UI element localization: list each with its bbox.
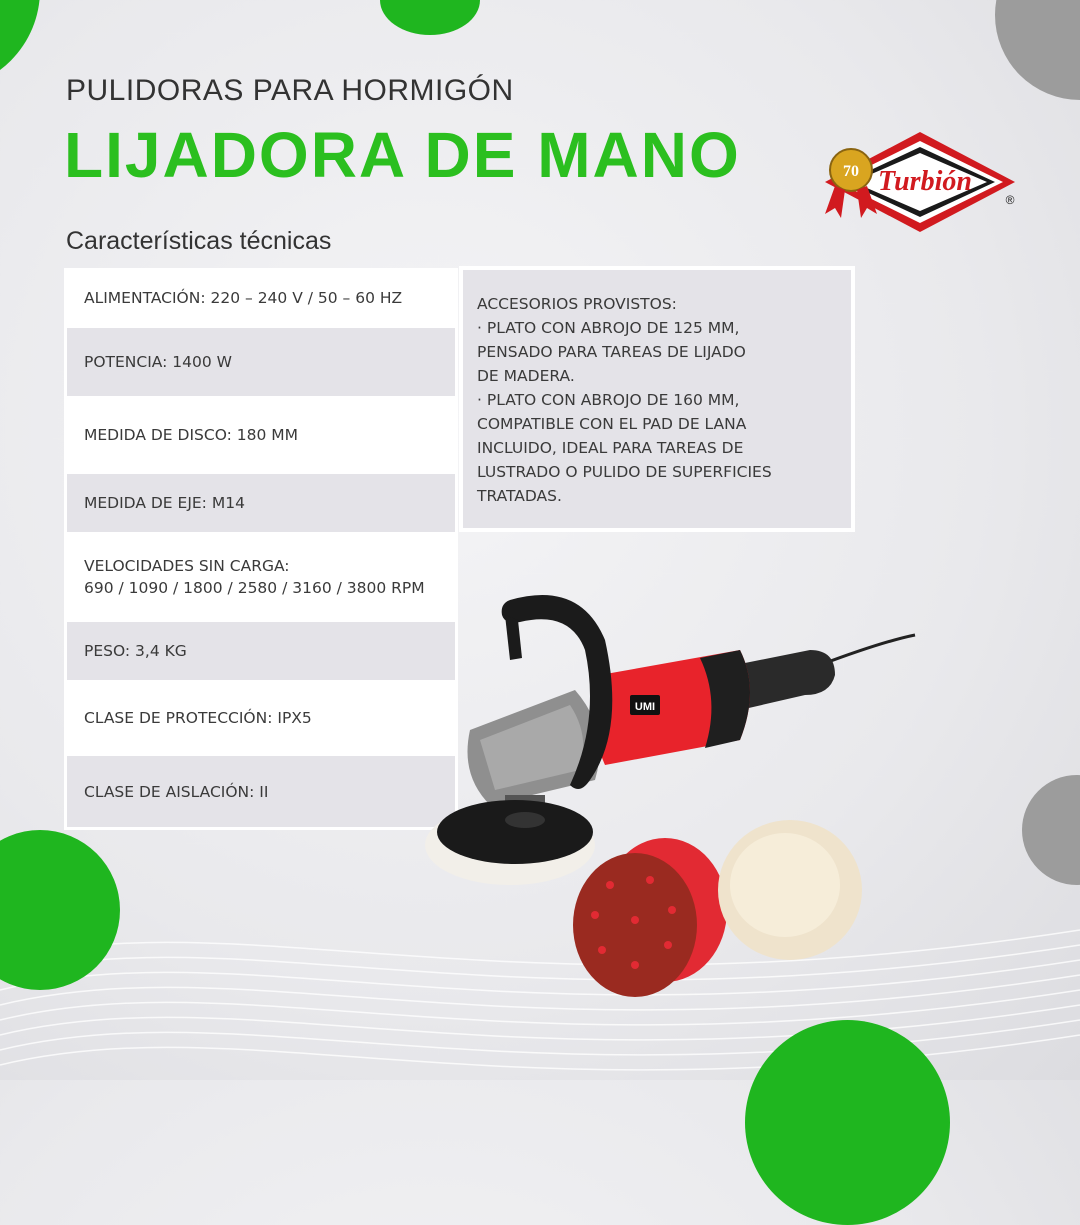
accessories-line: DE MADERA. <box>477 367 575 385</box>
spec-disc-size: MEDIDA DE DISCO: 180 MM <box>84 426 299 444</box>
sanding-disc <box>573 853 697 997</box>
spec-protection-class: CLASE DE PROTECCIÓN: IPX5 <box>84 709 312 727</box>
power-cable <box>820 635 915 665</box>
spec-row <box>64 756 458 830</box>
accessories-heading: ACCESORIOS PROVISTOS: <box>477 295 677 313</box>
spec-weight: PESO: 3,4 KG <box>84 642 187 660</box>
polisher-product-image <box>410 580 930 1000</box>
specs-heading: Características técnicas <box>66 227 332 255</box>
spec-row <box>64 680 458 756</box>
accessories-line: · PLATO CON ABROJO DE 125 MM, <box>477 319 740 337</box>
decor-circle-green <box>380 0 480 35</box>
registered-mark: ® <box>1005 193 1015 207</box>
spec-table <box>64 268 458 830</box>
turbion-logo <box>815 128 1025 236</box>
logo-text: Turbión <box>878 166 972 197</box>
decor-circle-green <box>745 1020 950 1225</box>
anniversary-number: 70 <box>843 163 859 180</box>
spec-power: POTENCIA: 1400 W <box>84 353 232 371</box>
spec-row <box>64 532 458 622</box>
spec-row <box>64 328 458 396</box>
category-heading: PULIDORAS PARA HORMIGÓN <box>66 74 514 107</box>
accessories-box <box>459 266 855 532</box>
spec-speeds-values: 690 / 1090 / 1800 / 2580 / 3160 / 3800 RPM <box>84 579 425 597</box>
decor-circle-gray <box>995 0 1080 100</box>
spec-row <box>64 622 458 680</box>
product-title: LIJADORA DE MANO <box>64 119 741 191</box>
spec-insulation-class: CLASE DE AISLACIÓN: II <box>84 782 269 801</box>
spec-shaft-size: MEDIDA DE EJE: M14 <box>84 494 245 512</box>
spec-speeds-label: VELOCIDADES SIN CARGA: <box>84 557 290 575</box>
accessories-line: COMPATIBLE CON EL PAD DE LANA <box>477 415 747 433</box>
accessories-line: · PLATO CON ABROJO DE 160 MM, <box>477 391 740 409</box>
spec-row <box>64 268 458 328</box>
accessories-line: PENSADO PARA TAREAS DE LIJADO <box>477 343 746 361</box>
accessories-line: TRATADAS. <box>477 487 562 505</box>
spec-power-supply: ALIMENTACIÓN: 220 – 240 V / 50 – 60 HZ <box>84 289 403 307</box>
spec-row <box>64 474 458 532</box>
spec-row <box>64 396 458 474</box>
accessories-line: INCLUIDO, IDEAL PARA TAREAS DE <box>477 439 744 457</box>
tool-brand-label: UMI <box>634 701 656 713</box>
decor-circle-green <box>0 0 40 90</box>
accessories-line: LUSTRADO O PULIDO DE SUPERFICIES <box>477 463 772 481</box>
